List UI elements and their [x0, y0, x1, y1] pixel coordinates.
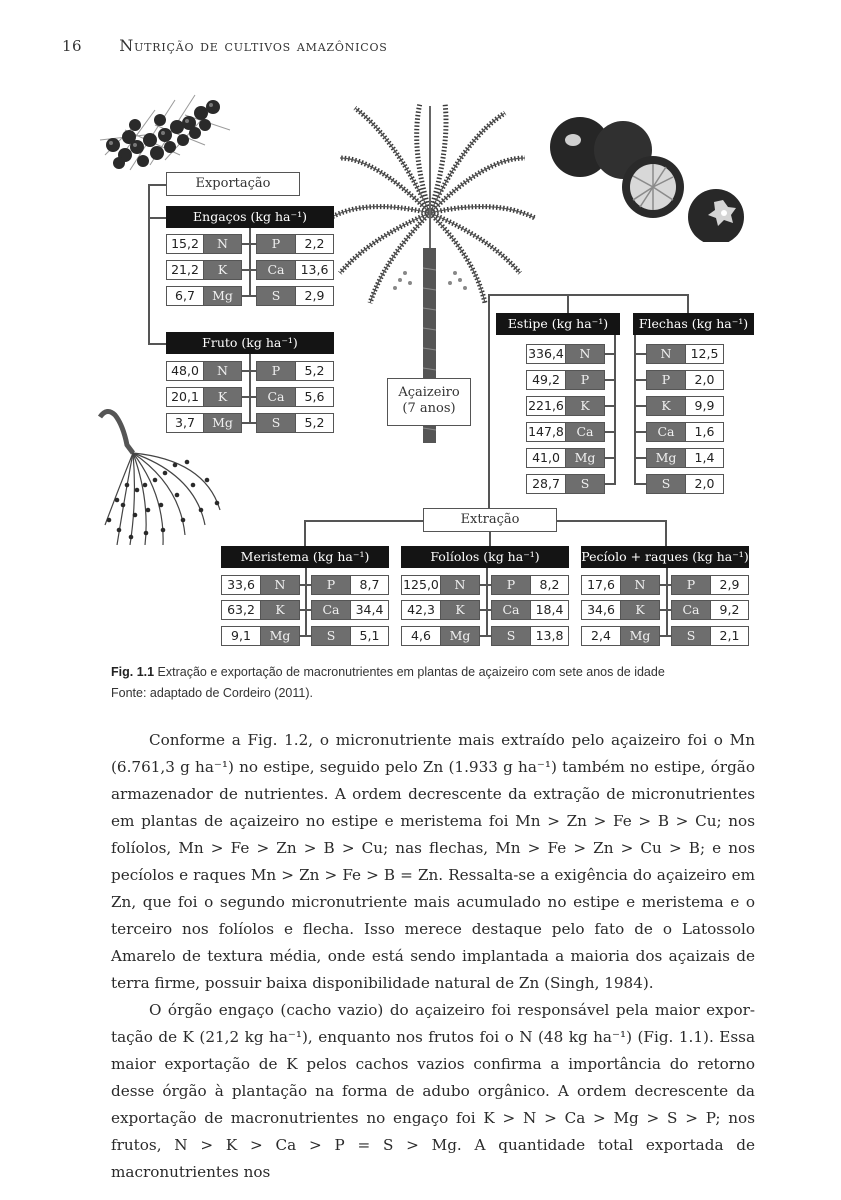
- connector-line: [666, 568, 668, 636]
- value-cell: 5,2: [295, 361, 334, 381]
- foliolos-header: Folíolos (kg ha⁻¹): [401, 546, 569, 568]
- estipe-header: Estipe (kg ha⁻¹): [496, 313, 620, 335]
- element-cell: P: [565, 370, 605, 390]
- body-text: [111, 727, 755, 1186]
- element-cell: N: [203, 361, 242, 381]
- running-head-title: Nutrição de cultivos amazônicos: [119, 36, 388, 55]
- paragraph: O órgão engaço (cacho vazio) do açaizeiro foi responsável pela maior exportação de K (21,2 kg ha⁻¹), enquanto nos frutos foi o N (48 kg ha⁻¹) (Fig. 1.1). Essa maior exportação de K pelos cachos vazios confirma a importância do retorno desse órgão à plantação na forma de adubo orgânico. A ordem decrescente da exportação de macronutrientes no engaço foi K > N > Ca > Mg > S > P; nos frutos, N > K > Ca > P = S > Mg. A quantidade total exportada de macronutrientes nos: [111, 1001, 755, 1181]
- connector-line: [488, 294, 688, 296]
- element-cell: S: [256, 413, 296, 433]
- connector-line: [148, 184, 167, 186]
- element-cell: N: [440, 575, 480, 595]
- element-cell: N: [203, 234, 242, 254]
- fruto-header: Fruto (kg ha⁻¹): [166, 332, 334, 354]
- value-cell: 34,4: [350, 600, 389, 620]
- engacos-header: Engaços (kg ha⁻¹): [166, 206, 334, 228]
- element-cell: P: [256, 234, 296, 254]
- element-cell: Ca: [671, 600, 711, 620]
- element-cell: N: [565, 344, 605, 364]
- value-cell: 1,6: [685, 422, 724, 442]
- element-cell: N: [260, 575, 300, 595]
- connector-line: [634, 483, 646, 485]
- value-cell: 5,1: [350, 626, 389, 646]
- element-cell: Mg: [620, 626, 660, 646]
- connector-line: [249, 228, 251, 296]
- connector-line: [489, 531, 491, 547]
- acai-fruits-icon: [538, 112, 748, 242]
- value-cell: 34,6: [581, 600, 621, 620]
- value-cell: 41,0: [526, 448, 566, 468]
- connector-line: [304, 520, 306, 547]
- value-cell: 2,9: [295, 286, 334, 306]
- element-cell: S: [671, 626, 711, 646]
- element-cell: Mg: [646, 448, 686, 468]
- connector-line: [634, 405, 646, 407]
- page-number: 16: [62, 37, 83, 55]
- value-cell: 12,5: [685, 344, 724, 364]
- value-cell: 3,7: [166, 413, 204, 433]
- element-cell: S: [491, 626, 531, 646]
- value-cell: 2,2: [295, 234, 334, 254]
- element-cell: Mg: [440, 626, 480, 646]
- element-cell: P: [491, 575, 531, 595]
- value-cell: 5,2: [295, 413, 334, 433]
- connector-line: [567, 294, 569, 314]
- value-cell: 336,4: [526, 344, 566, 364]
- connector-line: [148, 343, 167, 345]
- caption-source: Fonte: adaptado de Cordeiro (2011).: [111, 686, 313, 700]
- value-cell: 8,7: [350, 575, 389, 595]
- value-cell: 33,6: [221, 575, 261, 595]
- value-cell: 18,4: [530, 600, 569, 620]
- element-cell: Mg: [260, 626, 300, 646]
- acaizeiro-label: [387, 378, 471, 426]
- connector-line: [242, 396, 256, 398]
- connector-line: [305, 568, 307, 636]
- connector-line: [242, 370, 256, 372]
- value-cell: 17,6: [581, 575, 621, 595]
- connector-line: [665, 520, 667, 547]
- value-cell: 125,0: [401, 575, 441, 595]
- connector-line: [634, 353, 646, 355]
- value-cell: 63,2: [221, 600, 261, 620]
- element-cell: Ca: [256, 387, 296, 407]
- exportacao-label: Exportação: [166, 172, 300, 196]
- element-cell: S: [646, 474, 686, 494]
- element-cell: N: [646, 344, 686, 364]
- value-cell: 28,7: [526, 474, 566, 494]
- element-cell: K: [203, 260, 242, 280]
- element-cell: K: [260, 600, 300, 620]
- element-cell: S: [256, 286, 296, 306]
- connector-line: [605, 483, 615, 485]
- value-cell: 13,6: [295, 260, 334, 280]
- connector-line: [634, 457, 646, 459]
- element-cell: Ca: [646, 422, 686, 442]
- meristema-header: Meristema (kg ha⁻¹): [221, 546, 389, 568]
- value-cell: 221,6: [526, 396, 566, 416]
- value-cell: 9,2: [710, 600, 749, 620]
- value-cell: 48,0: [166, 361, 204, 381]
- connector-line: [634, 431, 646, 433]
- value-cell: 49,2: [526, 370, 566, 390]
- caption-text: Extração e exportação de macronutrientes em plantas de açaizeiro com sete anos de idade: [154, 665, 665, 679]
- value-cell: 1,4: [685, 448, 724, 468]
- element-cell: Ca: [565, 422, 605, 442]
- connector-line: [486, 568, 488, 636]
- element-cell: S: [565, 474, 605, 494]
- value-cell: 2,9: [710, 575, 749, 595]
- value-cell: 2,4: [581, 626, 621, 646]
- value-cell: 6,7: [166, 286, 204, 306]
- acai-bunch-icon: [95, 85, 235, 180]
- value-cell: 5,6: [295, 387, 334, 407]
- element-cell: K: [203, 387, 242, 407]
- connector-line: [242, 295, 256, 297]
- connector-line: [148, 184, 150, 344]
- value-cell: 147,8: [526, 422, 566, 442]
- value-cell: 2,0: [685, 474, 724, 494]
- connector-line: [634, 335, 636, 485]
- figure-caption: [111, 662, 665, 704]
- element-cell: Mg: [203, 286, 242, 306]
- acaizeiro-label-line2: (7 anos): [402, 401, 456, 416]
- element-cell: S: [311, 626, 351, 646]
- value-cell: 4,6: [401, 626, 441, 646]
- connector-line: [687, 294, 689, 314]
- connector-line: [634, 379, 646, 381]
- element-cell: P: [256, 361, 296, 381]
- connector-line: [605, 457, 615, 459]
- value-cell: 15,2: [166, 234, 204, 254]
- element-cell: Ca: [311, 600, 351, 620]
- element-cell: K: [565, 396, 605, 416]
- element-cell: K: [620, 600, 660, 620]
- value-cell: 2,0: [685, 370, 724, 390]
- element-cell: N: [620, 575, 660, 595]
- element-cell: Mg: [565, 448, 605, 468]
- connector-line: [242, 243, 256, 245]
- element-cell: K: [646, 396, 686, 416]
- element-cell: P: [671, 575, 711, 595]
- element-cell: Ca: [491, 600, 531, 620]
- element-cell: Mg: [203, 413, 242, 433]
- flechas-header: Flechas (kg ha⁻¹): [633, 313, 754, 335]
- connector-line: [556, 520, 666, 522]
- acaizeiro-label-line1: Açaizeiro: [398, 385, 460, 400]
- value-cell: 9,9: [685, 396, 724, 416]
- connector-line: [605, 353, 615, 355]
- paragraph: Conforme a Fig. 1.2, o micronutriente mais extraído pelo açaizeiro foi o Mn (6.761,3 g ha⁻¹) no estipe, seguido pelo Zn (1.933 g ha⁻¹) também no estipe, órgão armazenador de nutrientes. A ordem decrescente da extração de micronutrientes em plantas de açaizeiro no estipe e meristema foi Mn > Zn > Fe > B > Cu; nos folíolos, Mn > Fe > Zn > B > Cu; nas flechas, Mn > Fe > Zn > Cu > B; e nos pecíolos e raques Mn > Zn > Fe > B = Zn. Ressalta-se a exigência do açaizeiro em Zn, que foi o segundo micronutriente mais acumulado no estipe e meristema e o terceiro nos folíolos e flecha. Isso merece destaque pelo fato de o Latossolo Amarelo de textura média, onde está sendo implantada a maioria dos açaizais de terra firme, possuir baixa disponibilidade natural de Zn (Singh, 1984).: [111, 731, 755, 992]
- connector-line: [605, 379, 615, 381]
- element-cell: Ca: [256, 260, 296, 280]
- connector-line: [605, 431, 615, 433]
- connector-line: [304, 520, 424, 522]
- value-cell: 2,1: [710, 626, 749, 646]
- value-cell: 21,2: [166, 260, 204, 280]
- connector-line: [242, 422, 256, 424]
- connector-line: [605, 405, 615, 407]
- extracao-label: Extração: [423, 508, 557, 532]
- value-cell: 20,1: [166, 387, 204, 407]
- value-cell: 13,8: [530, 626, 569, 646]
- value-cell: 42,3: [401, 600, 441, 620]
- value-cell: 9,1: [221, 626, 261, 646]
- element-cell: P: [311, 575, 351, 595]
- connector-line: [148, 217, 167, 219]
- element-cell: K: [440, 600, 480, 620]
- element-cell: P: [646, 370, 686, 390]
- value-cell: 8,2: [530, 575, 569, 595]
- connector-line: [242, 269, 256, 271]
- caption-label: Fig. 1.1: [111, 665, 155, 679]
- connector-line: [488, 294, 490, 510]
- connector-line: [614, 335, 616, 485]
- peciolo-header: Pecíolo + raques (kg ha⁻¹): [581, 546, 749, 568]
- connector-line: [249, 354, 251, 422]
